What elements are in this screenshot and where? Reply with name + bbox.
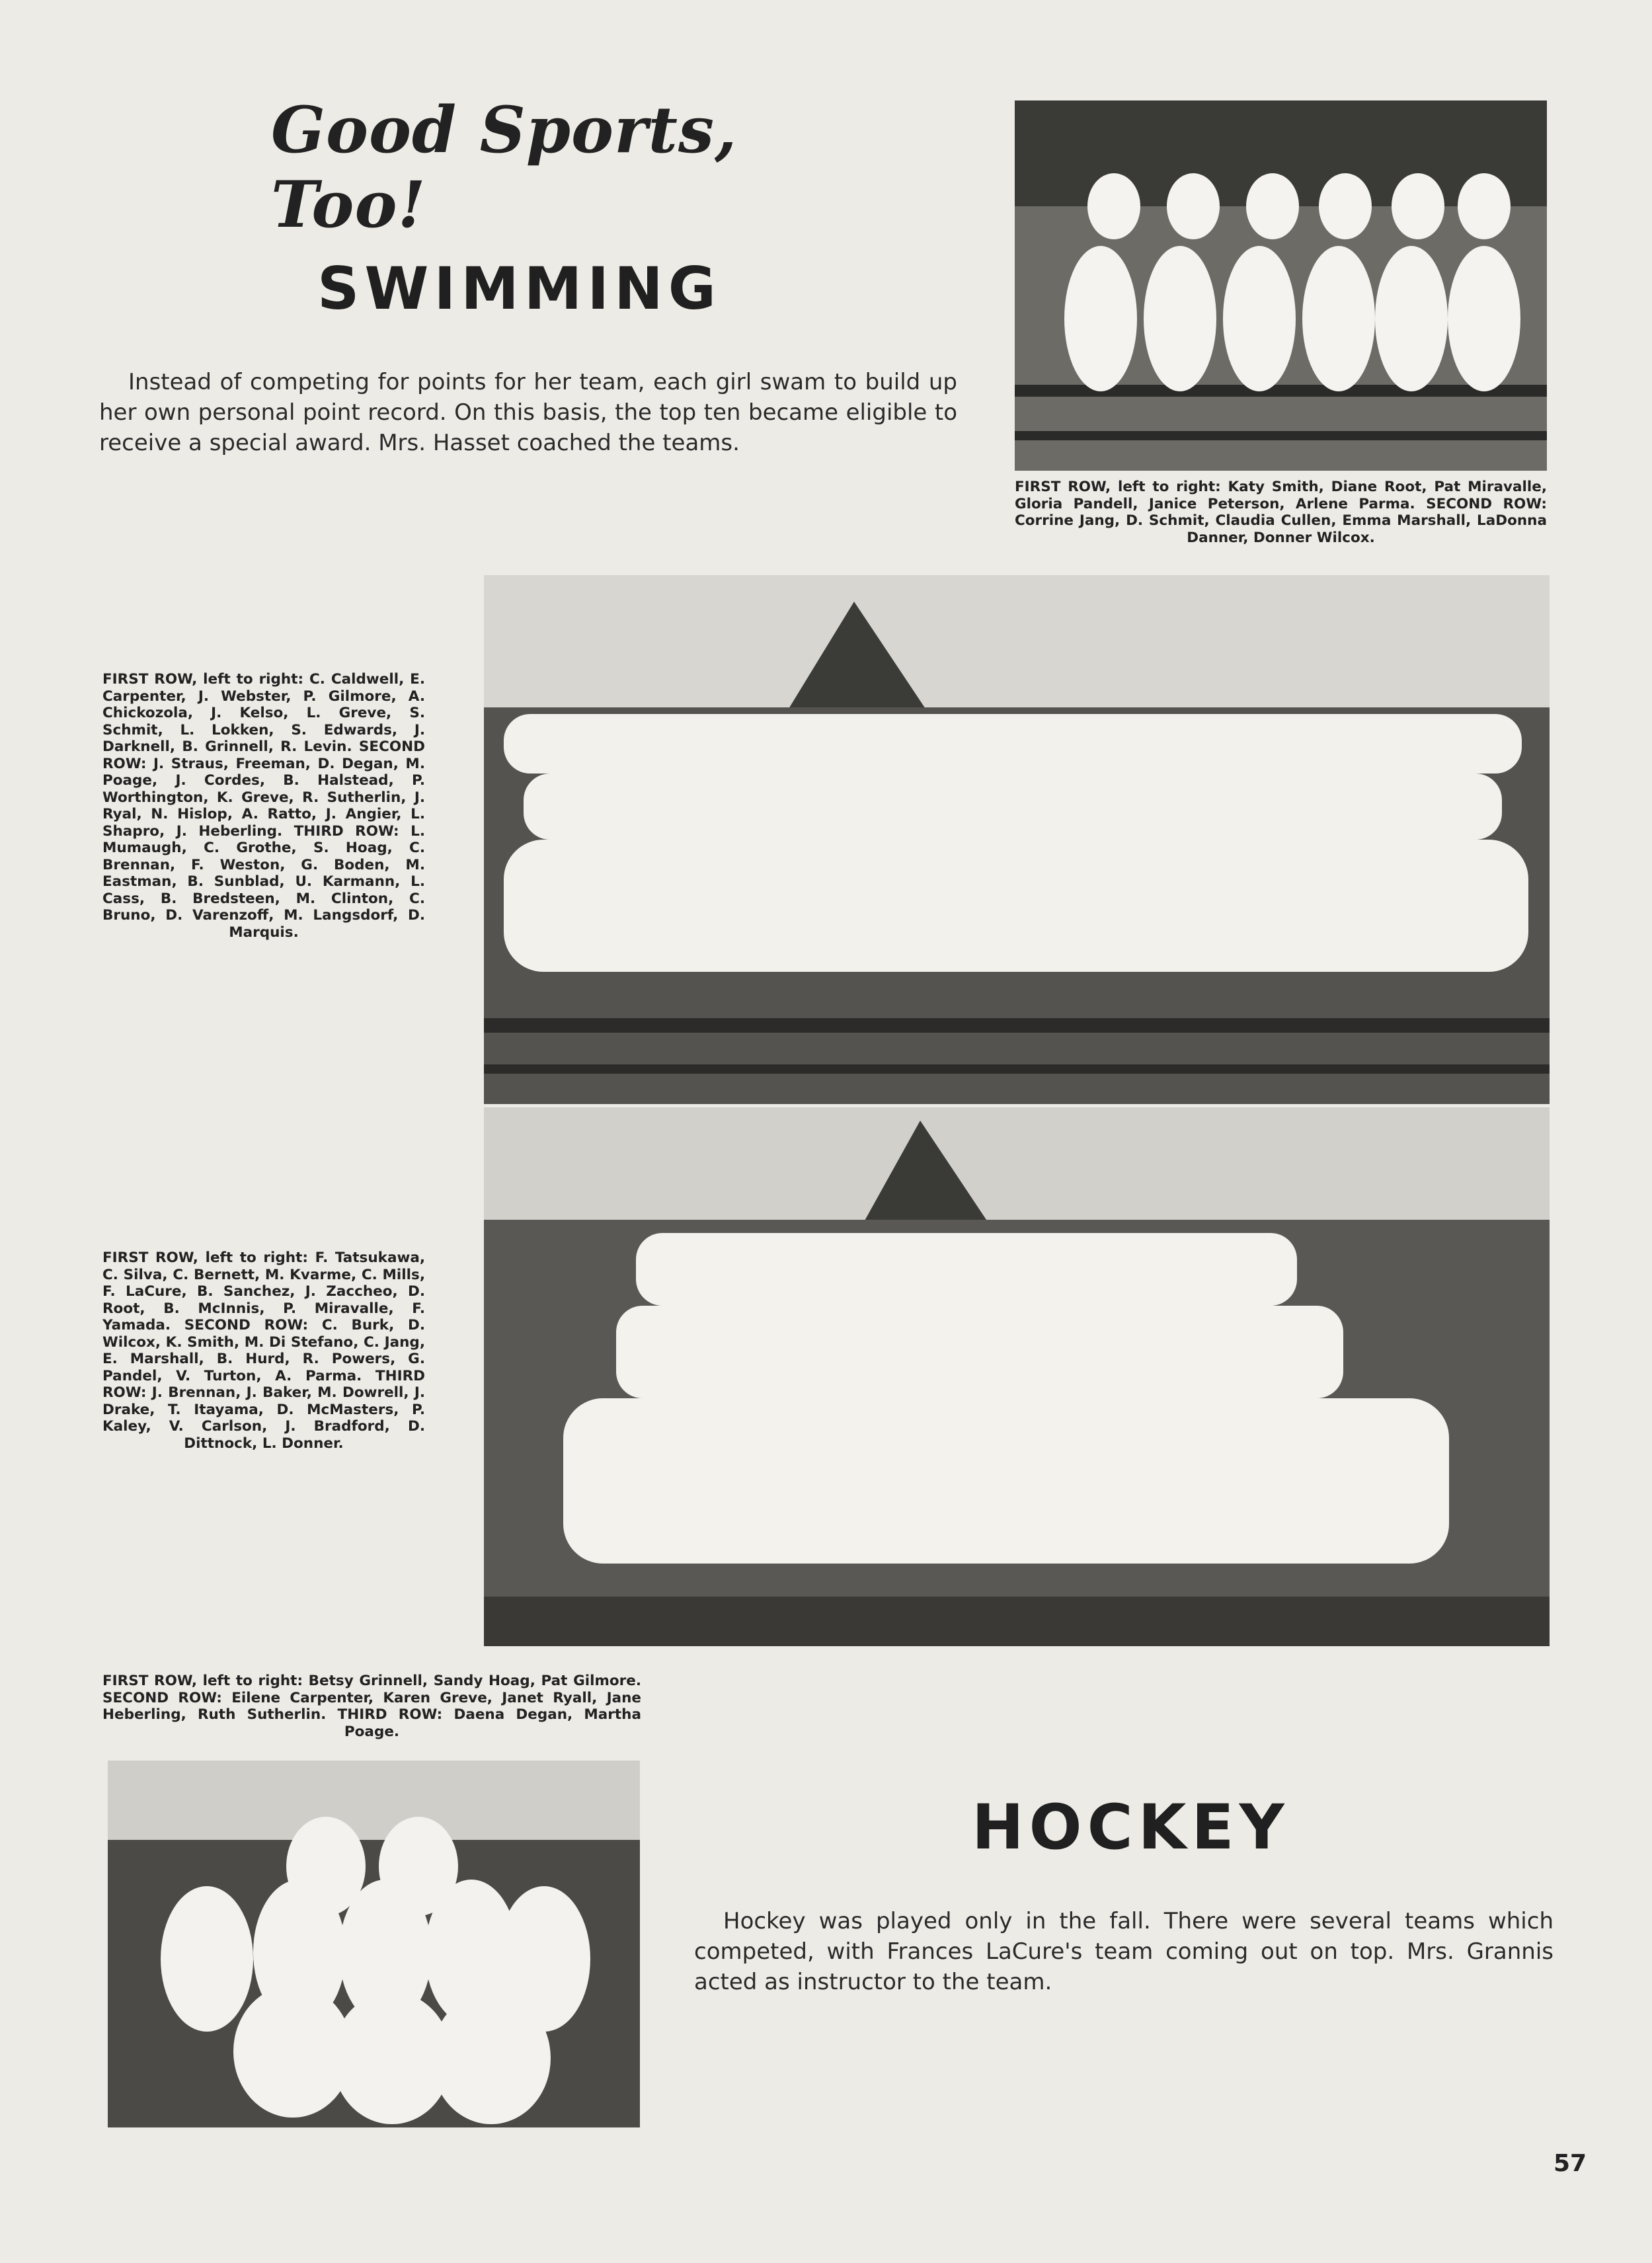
group-photo-2-caption: FIRST ROW, left to right: F. Tatsukawa, C. Silva, C. Bernett, M. Kvarme, C. Mills, F. LaCure, B. Sanchez, J. Zaccheo, D. Root, B. McInnis, P. Miravalle, F. Yamada. SECOND ROW: C. Burk, D. Wilcox, K. Smith, M. Di Stefano, C. Jang, E. Marshall, B. Hurd, R. Powers, G. Pandel, V. Turton, A. Parma. THIRD ROW: J. Brennan, J. Baker, M. Dowrell, J. Drake, T. Itayama, D. McMasters, P. Kaley, V. Carlson, J. Bradford, D. Dittnock, L. Donner. (102, 1250, 425, 1452)
small-group-photo (108, 1761, 640, 2127)
page-number: 57 (1554, 2150, 1587, 2177)
group-photo-2 (484, 1107, 1550, 1646)
group-photo-1 (484, 575, 1550, 1104)
swimming-body: Instead of competing for points for her team, each girl swam to build up her own personal point record. On this basis, the top ten became eligible to receive a special award. Mrs. Hasset coached the teams. (99, 369, 957, 456)
swimming-team-photo (1015, 100, 1547, 471)
swimming-photo-caption: FIRST ROW, left to right: Katy Smith, Diane Root, Pat Miravalle, Gloria Pandell, Janice Peterson, Arlene Parma. SECOND ROW: Corrine Jang, D. Schmit, Claudia Cullen, Emma Marshall, LaDonna Danner, Donner Wilcox. (1015, 479, 1547, 546)
hockey-title: HOCKEY (972, 1792, 1290, 1864)
hockey-body: Hockey was played only in the fall. There were several teams which competed, with Frances LaCure's team coming out on top. Mrs. Grannis acted as instructor to the team. (694, 1908, 1554, 1995)
group-photo-1-caption: FIRST ROW, left to right: C. Caldwell, E. Carpenter, J. Webster, P. Gilmore, A. Chickozola, J. Kelso, L. Greve, S. Schmit, L. Lokken, S. Edwards, J. Darknell, B. Grinnell, R. Levin. SECOND ROW: J. Straus, Freeman, D. Degan, M. Poage, J. Cordes, B. Halstead, P. Worthington, K. Greve, R. Sutherlin, J. Ryal, N. Hislop, A. Ratto, J. Angier, L. Shapro, J. Heberling. THIRD ROW: L. Mumaugh, C. Grothe, S. Hoag, C. Brennan, F. Weston, G. Boden, M. Eastman, B. Sunblad, U. Karmann, L. Cass, B. Bredsteen, M. Clinton, C. Bruno, D. Varenzoff, M. Langsdorf, D. Marquis. (102, 671, 425, 941)
swimming-title: SWIMMING (317, 255, 721, 323)
page-heading: Good Sports, Too! (271, 93, 738, 242)
small-photo-caption: FIRST ROW, left to right: Betsy Grinnell, Sandy Hoag, Pat Gilmore. SECOND ROW: Eilene Carpenter, Karen Greve, Janet Ryall, Jane Heberling, Ruth Sutherlin. THIRD ROW: Daena Degan, Martha Poage. (102, 1673, 641, 1740)
